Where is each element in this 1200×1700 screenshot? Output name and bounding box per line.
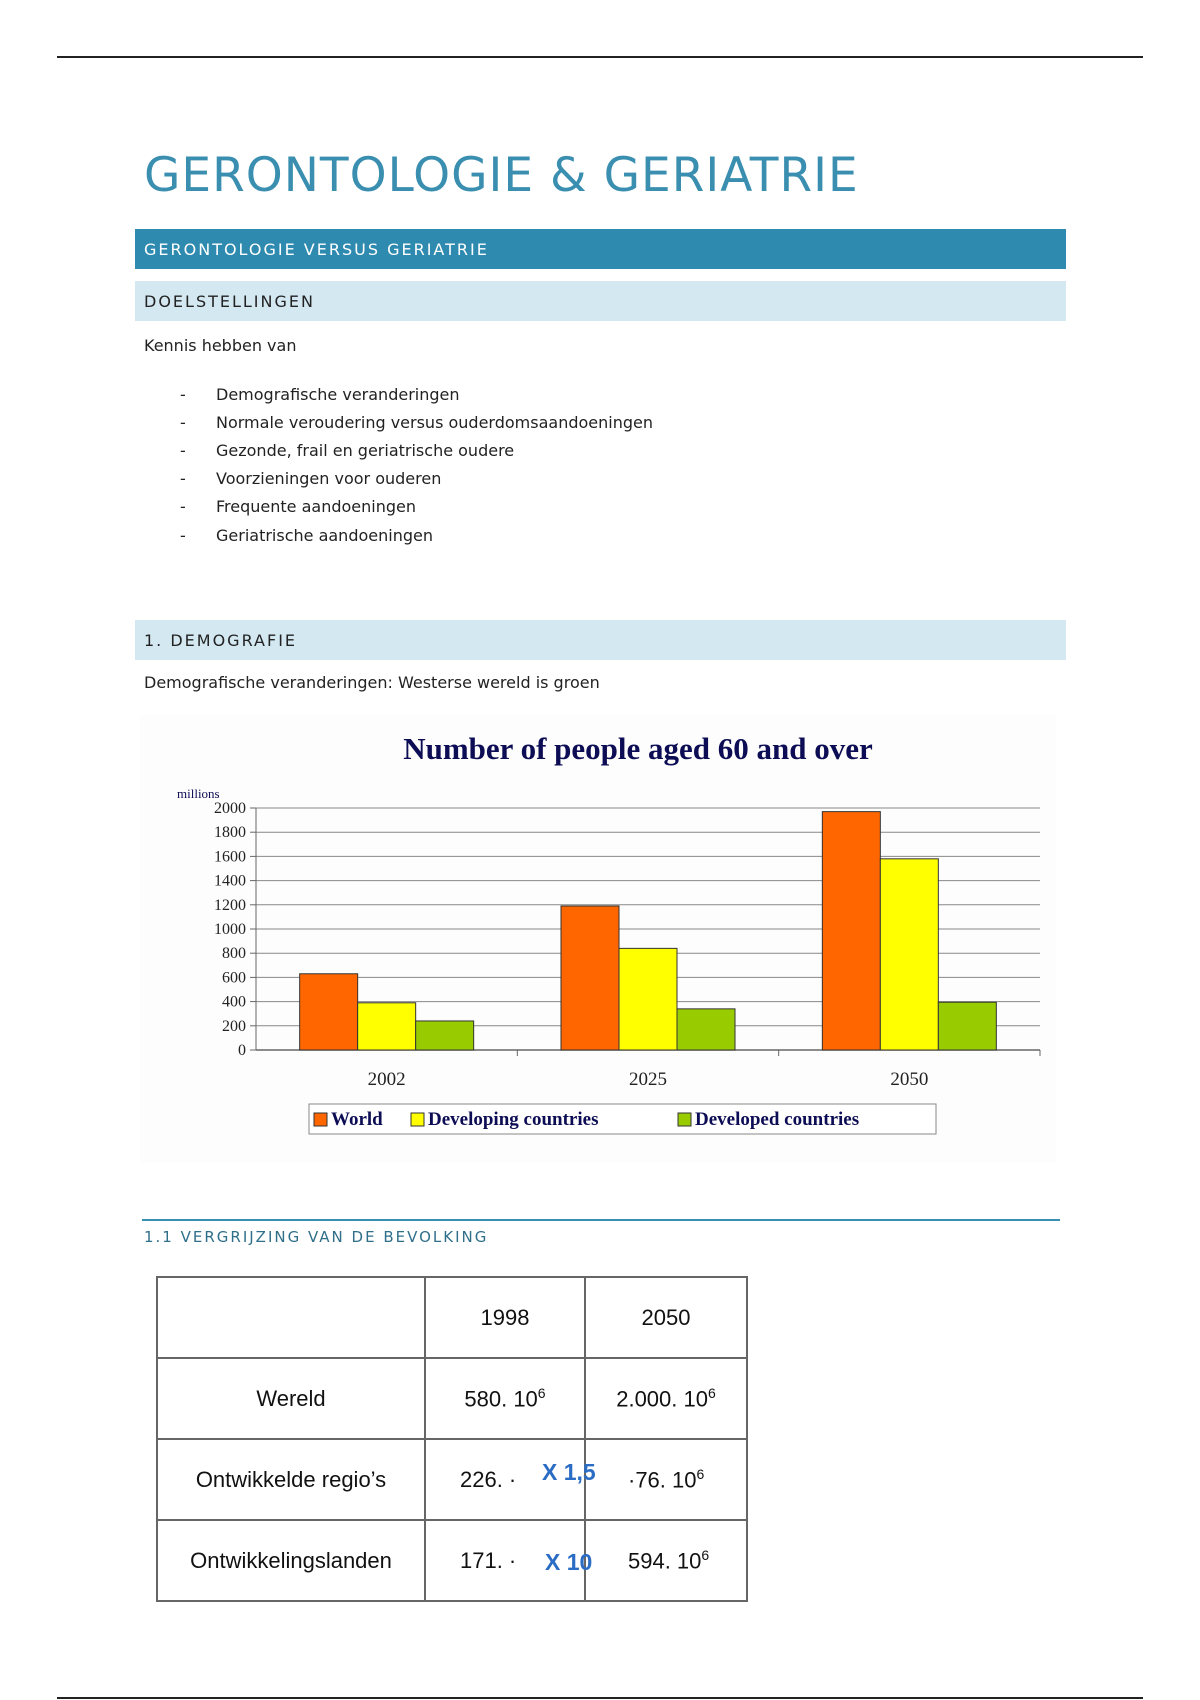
value-1998: 580. $10^6$ (425, 1358, 585, 1439)
list-item-text: Voorzieningen voor ouderen (216, 469, 442, 489)
bullet-dash: - (180, 469, 186, 489)
x-tick-label: 2002 (367, 1069, 406, 1090)
table-row (157, 1358, 747, 1439)
bullet-dash: - (180, 440, 186, 460)
y-tick-label: 1400 (214, 872, 246, 890)
bar-developing-countries (619, 948, 677, 1050)
y-tick-label: 800 (222, 945, 246, 963)
x-tick-label: 2025 (629, 1069, 667, 1090)
list-item-text: Frequente aandoeningen (216, 497, 416, 517)
y-tick-label: 1800 (214, 824, 246, 842)
y-tick-label: 2000 (214, 800, 246, 817)
y-tick-label: 200 (222, 1017, 246, 1035)
bar-developed-countries (416, 1021, 474, 1050)
value-1998: 226. · (425, 1439, 585, 1520)
table-header-row (157, 1277, 747, 1358)
bullet-dash: - (180, 497, 186, 517)
value-2050: ·76. $10^6$ (585, 1439, 747, 1520)
list-item-text: Normale veroudering versus ouderdomsaandoeningen (216, 412, 653, 432)
row-label: Ontwikkelde regio’s (157, 1439, 425, 1520)
bar-world (822, 812, 880, 1050)
list-item (180, 408, 653, 436)
bullet-dash: - (180, 412, 186, 432)
bullet-dash: - (180, 384, 186, 404)
objectives-list (180, 380, 653, 549)
multiplier-label: X 10 (545, 1549, 593, 1575)
bar-developing-countries (880, 859, 938, 1050)
legend-swatch (411, 1113, 424, 1126)
demo-text: Demografische veranderingen: Westerse wereld is groen (144, 673, 600, 692)
legend-label: World (331, 1109, 383, 1130)
section-heading-gerontologie: GERONTOLOGIE VERSUS GERIATRIE (135, 229, 1066, 269)
value-2050: 2.000. $10^6$ (585, 1358, 747, 1439)
list-item-text: Gezonde, frail en geriatrische oudere (216, 440, 515, 460)
bar-developing-countries (358, 1003, 416, 1050)
y-tick-label: 0 (238, 1042, 246, 1059)
list-item (180, 380, 653, 408)
legend-swatch (314, 1113, 327, 1126)
chart-title: Number of people aged 60 and over (403, 731, 873, 766)
section-heading-demografie: 1. DEMOGRAFIE (135, 620, 1066, 660)
legend-label: Developing countries (428, 1109, 599, 1130)
population-table (156, 1276, 748, 1602)
y-tick-label: 1000 (214, 921, 246, 938)
y-tick-label: 1600 (214, 848, 246, 866)
bottom-rule (57, 1697, 1143, 1699)
page-title: GERONTOLOGIE & GERIATRIE (144, 148, 859, 203)
multiplier-label: X 1,5 (542, 1459, 596, 1485)
table-header-cell: 2050 (585, 1277, 747, 1358)
x-tick-label: 2050 (890, 1069, 929, 1090)
list-item (180, 436, 653, 464)
list-item (180, 465, 653, 493)
list-item-text: Geriatrische aandoeningen (216, 525, 433, 545)
value-2050: 594. $10^6$ (585, 1520, 747, 1601)
table-header-cell: 1998 (425, 1277, 585, 1358)
list-item (180, 493, 653, 521)
section-heading-doelstellingen: DOELSTELLINGEN (135, 281, 1066, 321)
y-tick-label: 600 (222, 969, 246, 987)
bar-developed-countries (938, 1002, 996, 1050)
top-rule (57, 56, 1143, 58)
y-tick-label: 1200 (214, 896, 246, 914)
bar-world (300, 974, 358, 1050)
legend-label: Developed countries (695, 1109, 860, 1130)
table-row (157, 1439, 747, 1520)
y-axis-label: millions (177, 786, 220, 801)
list-item-text: Demografische veranderingen (216, 384, 460, 404)
bullet-dash: - (180, 525, 186, 545)
bar-developed-countries (677, 1009, 735, 1050)
bar-world (561, 906, 619, 1050)
table-row (157, 1520, 747, 1601)
list-item (180, 521, 653, 549)
row-label: Ontwikkelingslanden (157, 1520, 425, 1601)
subsection-rule (142, 1219, 1060, 1221)
row-label: Wereld (157, 1358, 425, 1439)
chart-svg (140, 715, 1056, 1163)
table-header-cell (157, 1277, 425, 1358)
y-tick-label: 400 (222, 993, 246, 1011)
bar-chart (140, 715, 1056, 1163)
intro-text: Kennis hebben van (144, 336, 297, 355)
value-1998: 171. · (425, 1520, 585, 1601)
legend-swatch (678, 1113, 691, 1126)
subsection-title: 1.1 VERGRIJZING VAN DE BEVOLKING (144, 1228, 489, 1246)
